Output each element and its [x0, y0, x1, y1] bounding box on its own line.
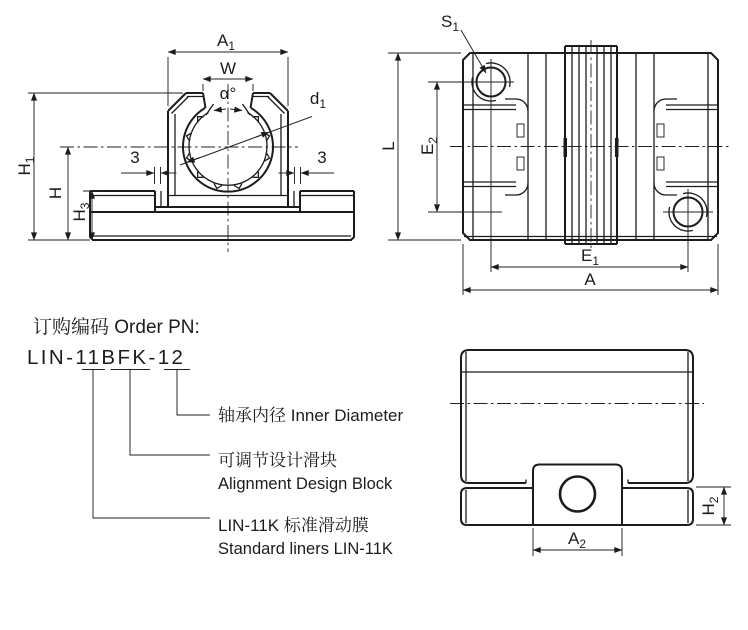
callout-leader-1 [177, 370, 210, 416]
callout-1-line1: 轴承内径 Inner Diameter [218, 406, 404, 425]
dim-a1-label: $A_1$ [216, 31, 236, 53]
side-view [450, 350, 731, 556]
callout-2-line2: Alignment Design Block [218, 475, 393, 493]
order-title: 订购编码 Order PN: [33, 317, 200, 338]
wing-edges [90, 191, 354, 212]
right-cutout-bracket [654, 99, 677, 195]
dim-w-label: W [219, 59, 237, 78]
dim-d1 [180, 89, 326, 165]
callout-2-line1: 可调节设计滑块 [218, 451, 337, 470]
left-cutout-lines [463, 105, 516, 187]
order-pn-block [27, 316, 403, 558]
tab-hole [560, 477, 595, 512]
front-view [15, 31, 354, 252]
dim-h3 [70, 191, 101, 240]
dim-rib-left-label: 3 [130, 148, 140, 167]
dim-e1-label: $E_1$ [580, 246, 600, 268]
top-view [379, 12, 731, 295]
dim-a2-label: $A_2$ [567, 529, 587, 551]
dim-h1 [15, 93, 183, 240]
dim-e1 [491, 246, 688, 268]
dim-s1-label: $S_1$ [440, 12, 460, 34]
dim-rib-right [279, 148, 335, 184]
bellows-slit-right [615, 138, 619, 157]
dim-l-label: L [379, 141, 398, 151]
dim-alpha-label: α° [219, 84, 237, 103]
rib-lines [161, 191, 294, 207]
dim-h2 [696, 487, 731, 525]
right-step-1 [657, 124, 664, 137]
dim-d1-label: $d_1$ [309, 89, 327, 111]
side-plate-outline [461, 488, 693, 525]
left-step-1 [517, 124, 524, 137]
right-cutout-lines [666, 105, 718, 187]
dim-e2-label: $E_2$ [418, 136, 440, 156]
callout-leader-2 [130, 370, 210, 456]
left-cutout-bracket [505, 99, 528, 195]
screw-hole-2 [663, 189, 713, 272]
side-tab-outline [533, 465, 622, 526]
dim-h3-label: $H_3$ [70, 202, 92, 222]
side-body-ticks [526, 480, 628, 484]
callout-3-line1: LIN-11K 标准滑动膜 [218, 516, 369, 535]
callout-3-line2: Standard liners LIN-11K [218, 540, 393, 558]
dim-h [46, 147, 68, 240]
bellows-slit-left [564, 138, 568, 157]
callout-leader-3 [93, 370, 210, 519]
dim-h-label: H [46, 186, 65, 200]
left-step-2 [517, 157, 524, 170]
dim-rib-right-label: 3 [317, 148, 327, 167]
right-step-2 [657, 157, 664, 170]
dim-h2-label: $H_2$ [699, 496, 721, 516]
dim-a2 [533, 528, 622, 556]
part-number: LIN-11BFK-12 [27, 346, 186, 369]
dim-a-label: A [584, 270, 596, 289]
dim-h1-label: $H_1$ [15, 156, 37, 176]
side-body-outline [461, 350, 693, 483]
bellows-lines [572, 46, 611, 244]
side-plate-inner-verticals [466, 490, 688, 523]
